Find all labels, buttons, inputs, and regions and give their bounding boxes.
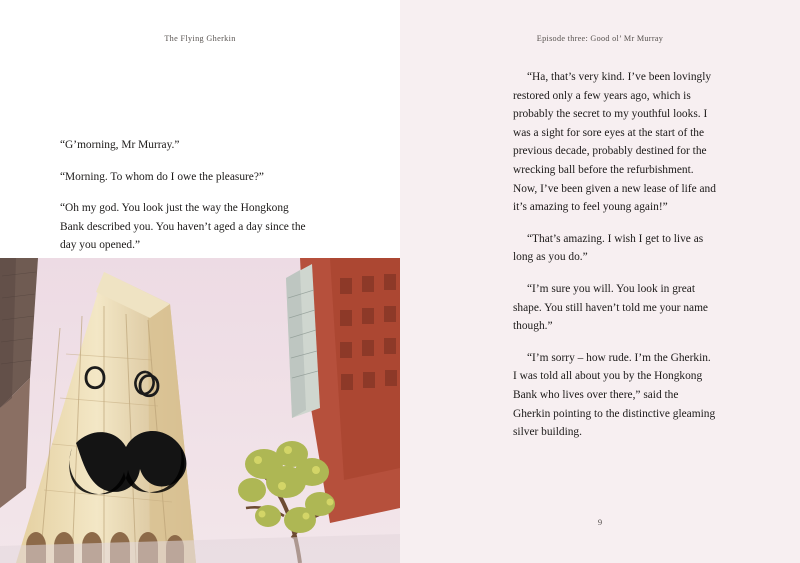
paragraph-text: “I’m sure you will. You look in great shape. You still haven’t told me your name though.” bbox=[513, 282, 708, 333]
right-page-body bbox=[513, 68, 716, 455]
right-page bbox=[400, 0, 800, 563]
paragraph-text: “Ha, that’s very kind. I’ve been lovingly restored only a few years ago, which is probably the secret to my youthful looks. I was a sight for sore eyes at the start of the previous decade, probably destined for the wrecking ball before the refurbishment. Now, I’ve been given a new lease of life and it’s amazing to feel young again!” bbox=[513, 71, 716, 214]
paragraph: “Oh my god. You look just the way the Hongkong Bank described you. You haven’t aged a day since the day you opened.” bbox=[60, 202, 306, 251]
paragraph: “G’morning, Mr Murray.” bbox=[60, 139, 180, 151]
paragraph bbox=[513, 230, 716, 267]
gherkin-tower-with-moustache-illustration bbox=[0, 258, 400, 563]
right-running-head: Episode three: Good ol’ Mr Murray bbox=[536, 34, 664, 43]
illustration-panel bbox=[0, 258, 400, 563]
left-page-body bbox=[60, 136, 310, 268]
paragraph bbox=[513, 280, 716, 336]
paragraph-text: “That’s amazing. I wish I get to live as long as you do.” bbox=[513, 232, 704, 264]
paragraph bbox=[513, 68, 716, 217]
left-running-head: The Flying Gherkin bbox=[164, 34, 236, 43]
paragraph: “Morning. To whom do I owe the pleasure?” bbox=[60, 170, 264, 183]
paragraph bbox=[513, 349, 716, 442]
paragraph-text: “I’m sorry – how rude. I’m the Gherkin. I was told all about you by the Hongkong Bank who lives over there,” said the Gherkin pointing to the distinctive gleaming silver building. bbox=[513, 351, 716, 439]
page-number: 9 bbox=[597, 517, 603, 527]
